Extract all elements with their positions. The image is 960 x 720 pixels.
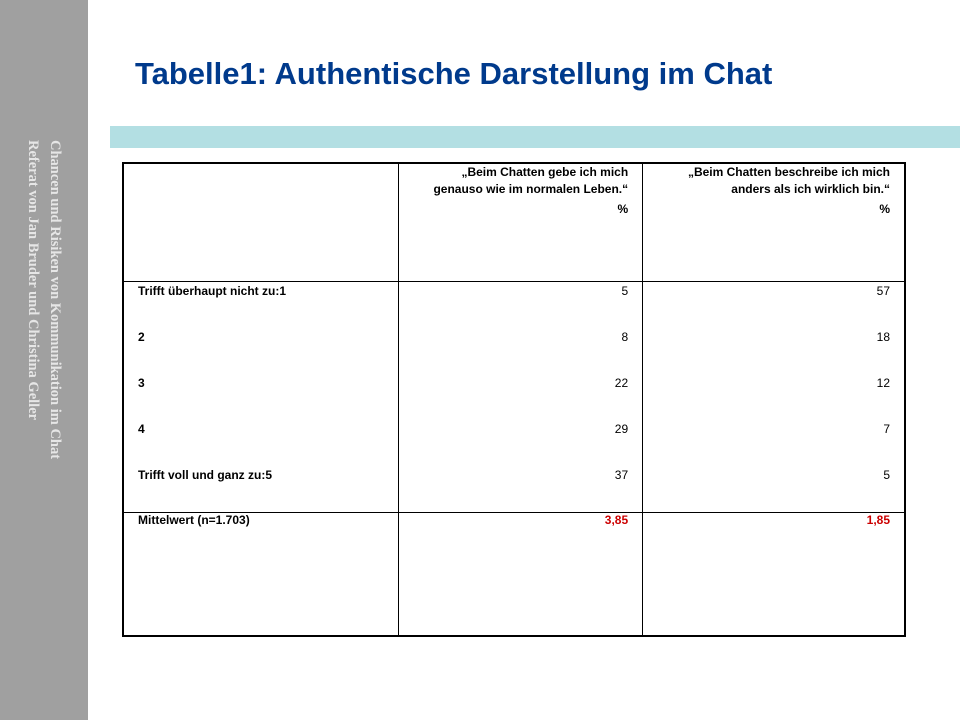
header-empty-cell <box>123 163 399 282</box>
header-1-text: „Beim Chatten gebe ich mich genauso wie im normalen Leben.“ <box>433 165 629 196</box>
sidebar-caption-line-1: Chancen und Risiken von Kommunikation im Chat <box>47 140 63 460</box>
row-labels-cell <box>123 282 399 513</box>
table-cell: 18 <box>876 330 890 344</box>
table-cell: 5 <box>621 284 629 298</box>
table-cell: 8 <box>621 330 629 344</box>
sidebar-caption <box>22 140 66 459</box>
col2-values-cell <box>643 282 905 513</box>
accent-bar <box>110 126 960 148</box>
header-cell-1 <box>399 163 643 282</box>
table-cell: 22 <box>614 376 629 390</box>
mean-label: Mittelwert (n=1.703) <box>123 513 399 637</box>
table-cell: 57 <box>876 284 890 298</box>
row-label: Trifft überhaupt nicht zu:1 <box>138 284 286 298</box>
header-cell-2 <box>643 163 905 282</box>
mean-value-2: 1,85 <box>643 513 905 637</box>
row-label-list <box>138 282 384 512</box>
table-cell: 5 <box>883 468 890 482</box>
header-2-unit: % <box>879 202 890 216</box>
row-label: Trifft voll und ganz zu:5 <box>138 468 272 482</box>
table-cell: 12 <box>876 376 890 390</box>
col1-value-list <box>413 282 628 512</box>
col2-value-list <box>657 282 890 512</box>
table-cell: 7 <box>883 422 890 436</box>
row-label: 2 <box>138 330 145 344</box>
row-label: 4 <box>138 422 145 436</box>
table-cell: 29 <box>614 422 629 436</box>
sidebar <box>0 0 88 720</box>
data-table <box>122 162 906 637</box>
mean-row <box>123 513 905 637</box>
col1-values-cell <box>399 282 643 513</box>
table-header-row <box>123 163 905 282</box>
sidebar-caption-line-2: Referat von Jan Bruder und Christina Geller <box>25 140 41 421</box>
header-1-unit: % <box>617 202 629 216</box>
header-2-text: „Beim Chatten beschreibe ich mich anders als ich wirklich bin.“ <box>687 165 890 196</box>
mean-value-1: 3,85 <box>399 513 643 637</box>
table-cell: 37 <box>614 468 629 482</box>
table-row <box>123 282 905 513</box>
row-label: 3 <box>138 376 145 390</box>
slide-title: Tabelle1: Authentische Darstellung im Chat <box>135 56 773 91</box>
